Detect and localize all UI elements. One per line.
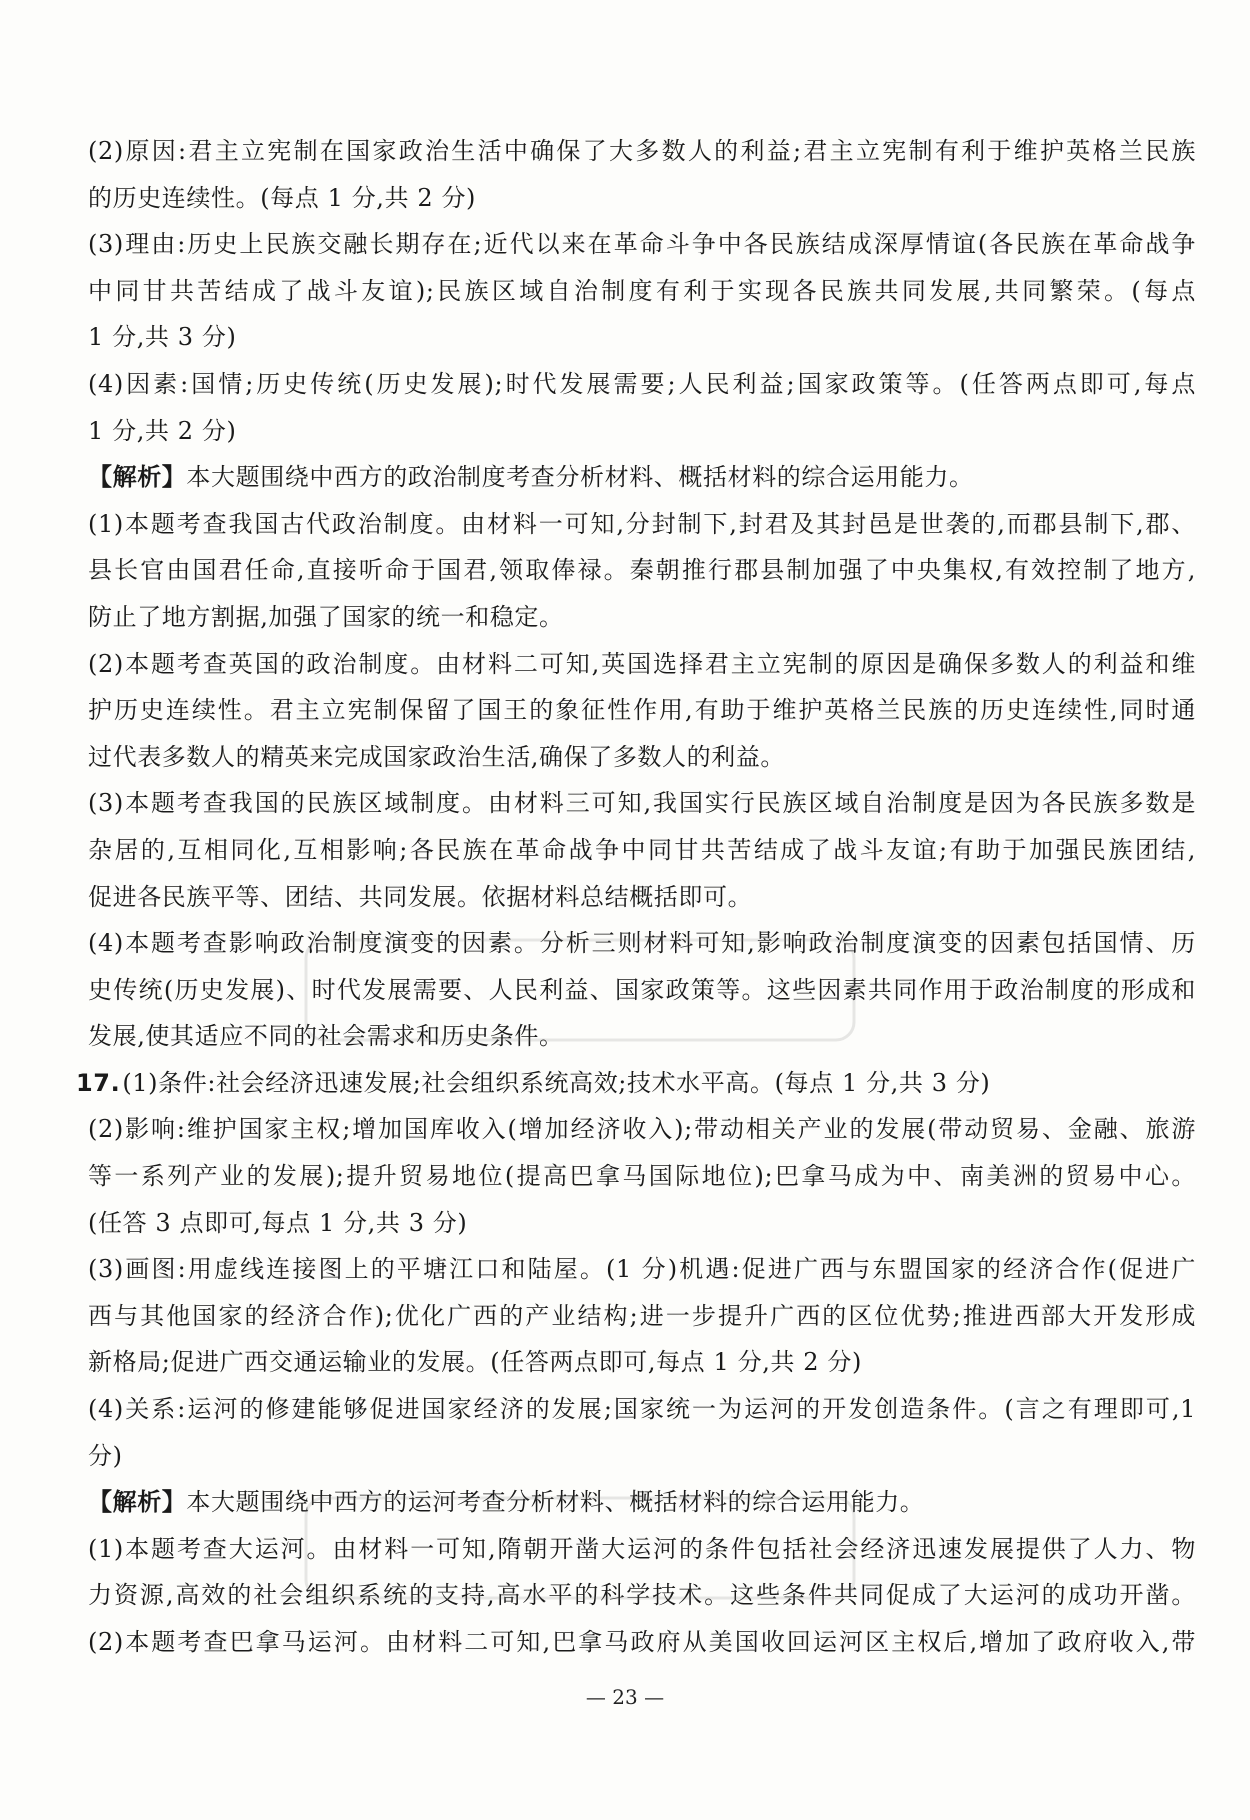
line-text: (3)画图:用虚线连接图上的平塘江口和陆屋。(1 分)机遇:促进广西与东盟国家的经济合作(促进广 [88, 1255, 1196, 1284]
line-text: 中同甘共苦结成了战斗友谊);民族区域自治制度有利于实现各民族共同发展,共同繁荣。(每点 [88, 276, 1196, 305]
text-line [88, 1526, 1196, 1573]
line-text: 分) [88, 1441, 123, 1470]
text-line [88, 1479, 1196, 1526]
text-line [88, 361, 1196, 408]
line-text: 县长官由国君任命,直接听命于国君,领取俸禄。秦朝推行郡县制加强了中央集权,有效控制了地方, [88, 556, 1196, 585]
text-line [88, 1572, 1196, 1619]
line-text: (3)本题考查我国的民族区域制度。由材料三可知,我国实行民族区域自治制度是因为各民族多数是 [88, 789, 1196, 818]
line-text: (3)理由:历史上民族交融长期存在;近代以来在革命斗争中各民族结成深厚情谊(各民族在革命战争 [88, 230, 1196, 259]
line-text: 护历史连续性。君主立宪制保留了国王的象征性作用,有助于维护英格兰民族的历史连续性,同时通 [88, 696, 1196, 725]
line-text: 西与其他国家的经济合作);优化广西的产业结构;进一步提升广西的区位优势;推进西部大开发形成 [88, 1301, 1196, 1330]
text-line [88, 1433, 1196, 1480]
line-text: 力资源,高效的社会组织系统的支持,高水平的科学技术。这些条件共同促成了大运河的成功开凿。 [88, 1581, 1196, 1610]
line-text: (4)关系:运河的修建能够促进国家经济的发展;国家统一为运河的开发创造条件。(言之有理即可,1 [88, 1395, 1196, 1424]
text-line [88, 687, 1196, 734]
line-text: 杂居的,互相同化,互相影响;各民族在革命战争中同甘共苦结成了战斗友谊;有助于加强民族团结, [88, 835, 1196, 864]
line-text: 的历史连续性。(每点 1 分,共 2 分) [88, 183, 477, 212]
line-text: (1)本题考查我国古代政治制度。由材料一可知,分封制下,封君及其封邑是世袭的,而郡县制下,郡、 [88, 509, 1196, 538]
text-line [88, 408, 1196, 455]
question-number: 17. [76, 1068, 121, 1097]
text-line [88, 734, 1196, 781]
line-text: (1)条件:社会经济迅速发展;社会组织系统高效;技术水平高。(每点 1 分,共 3 分) [122, 1068, 991, 1097]
line-text: (4)本题考查影响政治制度演变的因素。分析三则材料可知,影响政治制度演变的因素包括国情、历 [88, 929, 1196, 958]
answer-text-block [76, 128, 1196, 1666]
line-text: 本大题围绕中西方的运河考查分析材料、概括材料的综合运用能力。 [186, 1488, 925, 1517]
text-line [88, 874, 1196, 921]
line-text: 防止了地方割据,加强了国家的统一和稳定。 [88, 602, 564, 631]
text-line [88, 314, 1196, 361]
line-text: (2)原因:君主立宪制在国家政治生活中确保了大多数人的利益;君主立宪制有利于维护英格兰民族 [88, 137, 1196, 165]
text-line [88, 268, 1196, 315]
text-line [88, 1386, 1196, 1433]
text-line [88, 1339, 1196, 1386]
text-line [88, 501, 1196, 548]
line-text: 本大题围绕中西方的政治制度考查分析材料、概括材料的综合运用能力。 [186, 463, 974, 492]
text-line [88, 920, 1196, 967]
text-line [88, 967, 1196, 1014]
text-line [88, 1153, 1196, 1200]
line-text: (4)因素:国情;历史传统(历史发展);时代发展需要;人民利益;国家政策等。(任答两点即可,每点 [88, 369, 1196, 398]
text-line [88, 1106, 1196, 1153]
line-text: 1 分,共 3 分) [88, 323, 237, 352]
text-line [88, 128, 1196, 175]
line-text: 新格局;促进广西交通运输业的发展。(任答两点即可,每点 1 分,共 2 分) [88, 1348, 862, 1377]
text-line [88, 1293, 1196, 1340]
line-text: 1 分,共 2 分) [88, 416, 237, 445]
text-line [88, 827, 1196, 874]
line-text: 等一系列产业的发展);提升贸易地位(提高巴拿马国际地位);巴拿马成为中、南美洲的贸易中心。 [88, 1162, 1196, 1191]
text-line [88, 1619, 1196, 1666]
text-line [88, 1246, 1196, 1293]
text-line [88, 175, 1196, 222]
page-number: — 23 — [585, 1685, 665, 1709]
line-text: 过代表多数人的精英来完成国家政治生活,确保了多数人的利益。 [88, 742, 786, 771]
line-text: 促进各民族平等、团结、共同发展。依据材料总结概括即可。 [88, 882, 753, 911]
line-text: (2)本题考查英国的政治制度。由材料二可知,英国选择君主立宪制的原因是确保多数人的利益和维 [88, 649, 1196, 678]
line-text: (2)本题考查巴拿马运河。由材料二可知,巴拿马政府从美国收回运河区主权后,增加了政府收入,带 [88, 1628, 1196, 1656]
text-line [88, 1200, 1196, 1247]
line-text: 发展,使其适应不同的社会需求和历史条件。 [88, 1022, 564, 1051]
text-line [88, 641, 1196, 688]
line-text: (1)本题考查大运河。由材料一可知,隋朝开凿大运河的条件包括社会经济迅速发展提供了人力、物 [88, 1534, 1196, 1563]
text-line [88, 547, 1196, 594]
line-text: (2)影响:维护国家主权;增加国库收入(增加经济收入);带动相关产业的发展(带动贸易、金融、旅游 [88, 1115, 1196, 1144]
text-line [88, 780, 1196, 827]
text-line [76, 1060, 1196, 1107]
line-text: (任答 3 点即可,每点 1 分,共 3 分) [88, 1208, 468, 1237]
text-line [88, 221, 1196, 268]
analysis-tag: 【解析】 [88, 1487, 187, 1517]
text-line [88, 454, 1196, 501]
line-text: 史传统(历史发展)、时代发展需要、人民利益、国家政策等。这些因素共同作用于政治制度的形成和 [88, 975, 1196, 1004]
text-line [88, 594, 1196, 641]
analysis-tag: 【解析】 [88, 462, 187, 492]
text-line [88, 1013, 1196, 1060]
